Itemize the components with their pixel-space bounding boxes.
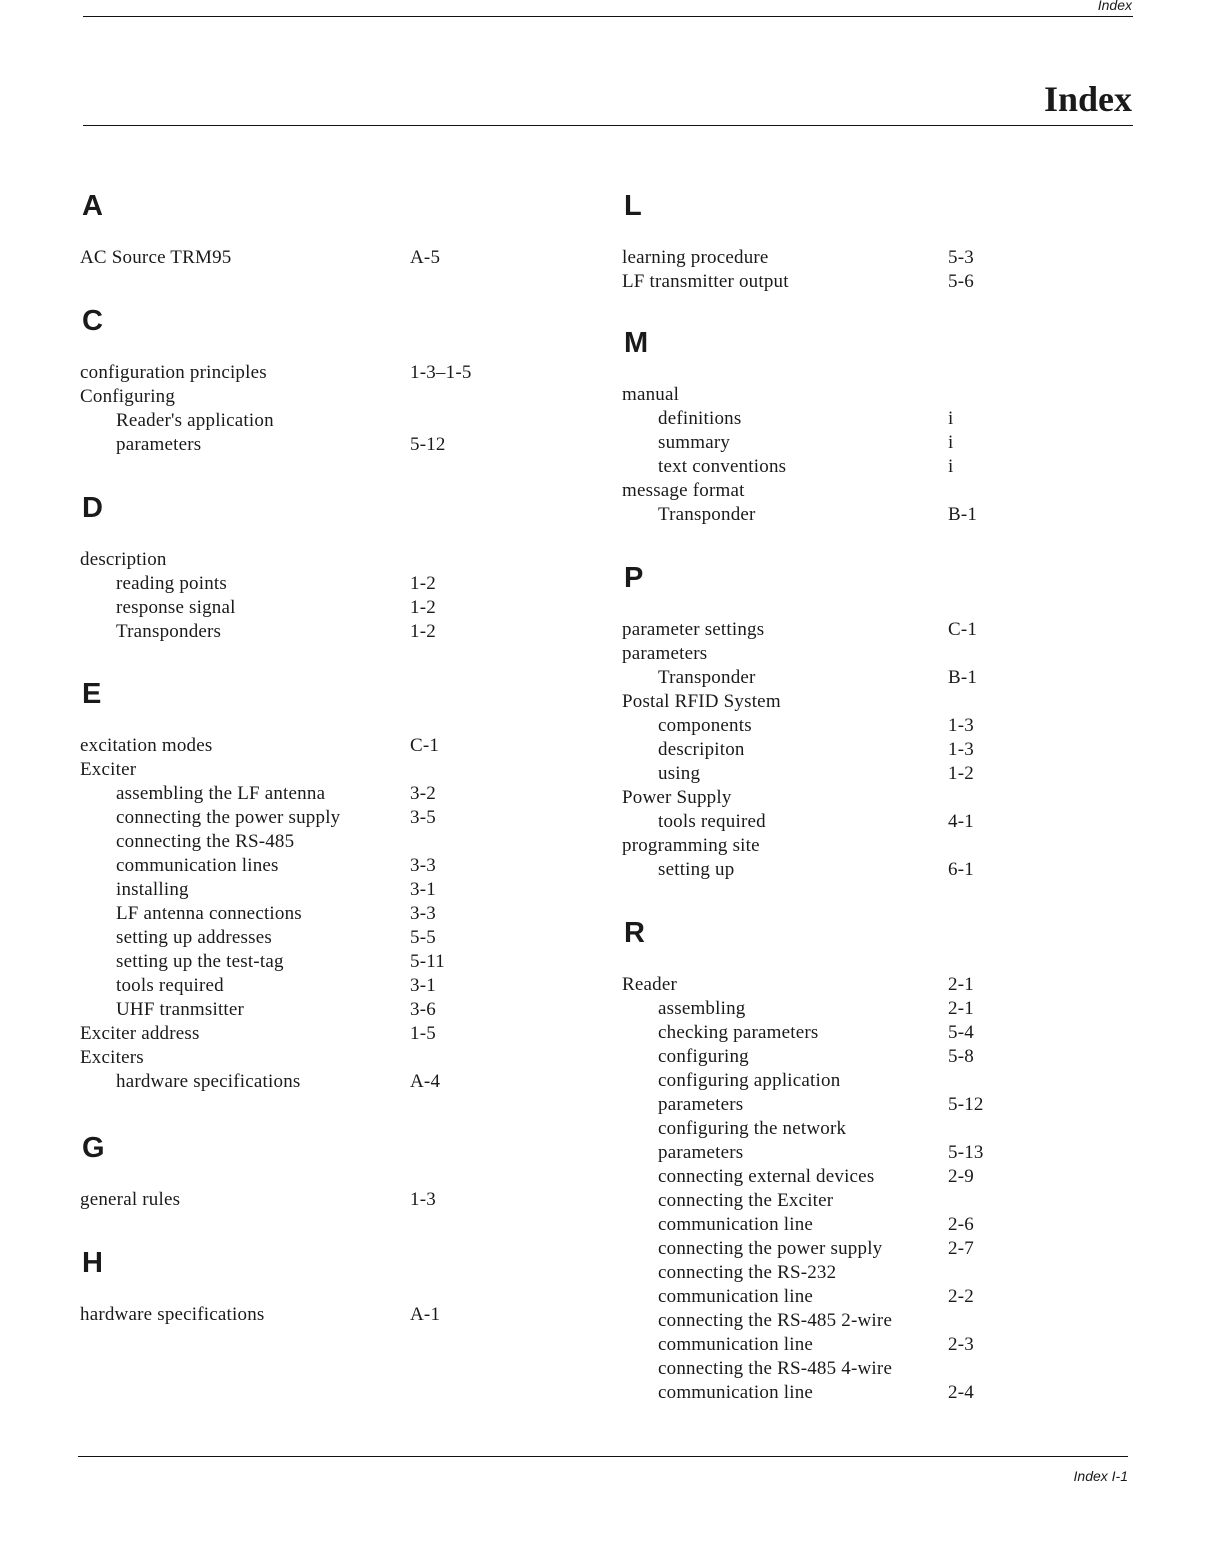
index-entry (622, 1381, 1022, 1405)
index-entry (80, 854, 480, 878)
index-entry (80, 806, 480, 830)
index-page-ref: 1-3 (948, 715, 974, 736)
index-entry (80, 409, 480, 433)
section-letter-l: L (624, 190, 642, 222)
index-page-ref: A-5 (410, 247, 441, 268)
index-page-ref: 1-3–1-5 (410, 362, 472, 383)
index-page-ref: 5-4 (948, 1022, 974, 1043)
index-entry (80, 926, 480, 950)
index-entry (622, 858, 1022, 882)
index-entry (80, 1188, 480, 1212)
index-entry (622, 455, 1022, 479)
index-term: using (658, 763, 701, 784)
index-entry (622, 618, 1022, 642)
index-page-ref: C-1 (410, 735, 440, 756)
index-term: connecting the Exciter (658, 1190, 834, 1211)
index-page-ref: 1-2 (410, 621, 436, 642)
index-page-ref: 5-12 (410, 434, 446, 455)
index-entry (80, 548, 480, 572)
index-entry (80, 1046, 480, 1070)
index-entry (622, 383, 1022, 407)
index-term: Transponder (658, 504, 756, 525)
index-entry (622, 1357, 1022, 1381)
index-term: configuring the network (658, 1118, 847, 1139)
index-term: installing (116, 879, 189, 900)
section-letter-m: M (624, 327, 649, 359)
page-title: Index (1043, 79, 1132, 119)
index-term: hardware specifications (116, 1071, 301, 1092)
index-term: message format (622, 480, 745, 501)
index-entry (622, 642, 1022, 666)
index-entry (80, 620, 480, 644)
index-term: connecting the power supply (116, 807, 341, 828)
index-page-ref: 3-1 (410, 975, 436, 996)
index-page-ref: 3-6 (410, 999, 436, 1020)
index-page-ref: 3-2 (410, 783, 436, 804)
index-term: UHF tranmsitter (116, 999, 245, 1020)
index-term: Power Supply (622, 787, 732, 808)
section-letter-e: E (82, 678, 102, 710)
index-term: Configuring (80, 386, 176, 407)
index-term: Reader's application (116, 410, 274, 431)
index-term: connecting the power supply (658, 1238, 883, 1259)
index-term: assembling (658, 998, 746, 1019)
index-entry (622, 1285, 1022, 1309)
index-term: Exciter (80, 759, 137, 780)
index-page-ref: 1-3 (948, 739, 974, 760)
index-term: excitation modes (80, 735, 213, 756)
index-term: configuring (658, 1046, 749, 1067)
index-entry (80, 572, 480, 596)
index-entry (622, 270, 1022, 294)
index-entry (80, 734, 480, 758)
index-page-ref: i (948, 456, 954, 477)
index-entry (622, 738, 1022, 762)
index-term: connecting external devices (658, 1166, 875, 1187)
index-page-ref: i (948, 432, 954, 453)
index-page-ref: 3-3 (410, 903, 436, 924)
index-entry (622, 1309, 1022, 1333)
index-page-ref: 5-5 (410, 927, 436, 948)
index-page-ref: 2-7 (948, 1238, 974, 1259)
index-page-ref: 1-3 (410, 1189, 436, 1210)
index-entry (80, 830, 480, 854)
footer-page-label: Index I-1 (1073, 1468, 1128, 1484)
section-letter-r: R (624, 917, 645, 949)
index-entry (622, 762, 1022, 786)
section-letter-p: P (624, 562, 644, 594)
index-term: response signal (116, 597, 236, 618)
index-page-ref: 5-6 (948, 271, 974, 292)
index-entry (622, 1045, 1022, 1069)
index-page-ref: B-1 (948, 504, 978, 525)
index-entry (80, 1022, 480, 1046)
index-page-ref: i (948, 408, 954, 429)
index-entry (622, 1165, 1022, 1189)
index-entry (80, 1303, 480, 1327)
index-page-ref: 3-5 (410, 807, 436, 828)
index-entry (622, 1093, 1022, 1117)
index-term: LF transmitter output (622, 271, 789, 292)
index-entry (622, 1213, 1022, 1237)
index-entry (80, 1070, 480, 1094)
index-entry (622, 479, 1022, 503)
index-entry (622, 666, 1022, 690)
index-entry (622, 407, 1022, 431)
index-entry (622, 714, 1022, 738)
index-entry (622, 431, 1022, 455)
index-term: AC Source TRM95 (80, 247, 232, 268)
index-page-ref: 2-6 (948, 1214, 974, 1235)
index-entry (80, 902, 480, 926)
index-term: general rules (80, 1189, 181, 1210)
index-entry (80, 998, 480, 1022)
index-entry (80, 782, 480, 806)
index-page-ref: 2-1 (948, 998, 974, 1019)
index-page-ref: 1-5 (410, 1023, 436, 1044)
index-term: communication line (658, 1214, 814, 1235)
index-term: parameters (658, 1094, 744, 1115)
index-entry (80, 950, 480, 974)
index-page-ref: 2-1 (948, 974, 974, 995)
index-term: configuring application (658, 1070, 841, 1091)
index-page-ref: 2-3 (948, 1334, 974, 1355)
index-term: definitions (658, 408, 742, 429)
index-term: setting up the test-tag (116, 951, 284, 972)
index-page-ref: 5-13 (948, 1142, 984, 1163)
index-entry (622, 1189, 1022, 1213)
index-page-ref: 5-12 (948, 1094, 984, 1115)
index-term: setting up addresses (116, 927, 272, 948)
index-term: components (658, 715, 752, 736)
index-entry (622, 1237, 1022, 1261)
index-term: parameters (622, 643, 708, 664)
index-term: learning procedure (622, 247, 769, 268)
index-term: summary (658, 432, 731, 453)
index-entry (622, 786, 1022, 810)
index-page-ref: 5-11 (410, 951, 445, 972)
index-entry (80, 433, 480, 457)
index-page-ref: 1-2 (948, 763, 974, 784)
index-entry (622, 503, 1022, 527)
index-page-ref: A-4 (410, 1071, 441, 1092)
section-letter-h: H (82, 1247, 103, 1279)
index-term: Transponder (658, 667, 756, 688)
section-letter-c: C (82, 305, 103, 337)
index-entry (622, 1021, 1022, 1045)
index-term: tools required (658, 811, 766, 832)
index-term: configuration principles (80, 362, 267, 383)
index-term: Exciters (80, 1047, 144, 1068)
index-term: communication line (658, 1286, 814, 1307)
index-entry (622, 1333, 1022, 1357)
index-entry (80, 596, 480, 620)
index-page-ref: C-1 (948, 619, 978, 640)
index-term: hardware specifications (80, 1304, 265, 1325)
index-entry (80, 361, 480, 385)
index-term: description (80, 549, 167, 570)
index-term: LF antenna connections (116, 903, 302, 924)
index-term: connecting the RS-485 4-wire (658, 1358, 893, 1379)
index-term: manual (622, 384, 680, 405)
index-term: checking parameters (658, 1022, 819, 1043)
index-page-ref: 5-8 (948, 1046, 974, 1067)
index-page-ref: 5-3 (948, 247, 974, 268)
index-page-ref: 4-1 (948, 811, 974, 832)
index-term: parameters (658, 1142, 744, 1163)
index-entry (622, 1141, 1022, 1165)
index-page-ref: 2-2 (948, 1286, 974, 1307)
index-term: communication lines (116, 855, 279, 876)
index-entry (80, 974, 480, 998)
index-term: parameters (116, 434, 202, 455)
index-page-ref: 3-3 (410, 855, 436, 876)
index-term: Exciter address (80, 1023, 200, 1044)
index-entry (80, 385, 480, 409)
index-page-ref: 3-1 (410, 879, 436, 900)
index-term: connecting the RS-485 2-wire (658, 1310, 893, 1331)
index-entry (80, 758, 480, 782)
running-head: Index (1097, 0, 1132, 13)
header-rule-top (83, 16, 1133, 17)
index-entry (622, 973, 1022, 997)
footer-rule (78, 1456, 1128, 1457)
index-term: Postal RFID System (622, 691, 781, 712)
index-term: reading points (116, 573, 227, 594)
index-entry (622, 1069, 1022, 1093)
index-term: Transponders (116, 621, 222, 642)
index-page-ref: 2-4 (948, 1382, 974, 1403)
index-term: communication line (658, 1382, 814, 1403)
index-term: programming site (622, 835, 760, 856)
section-letter-a: A (82, 190, 103, 222)
index-entry (622, 810, 1022, 834)
index-term: descripiton (658, 739, 745, 760)
index-term: connecting the RS-485 (116, 831, 295, 852)
index-entry (622, 690, 1022, 714)
index-entry (622, 1117, 1022, 1141)
index-page-ref: A-1 (410, 1304, 441, 1325)
index-term: setting up (658, 859, 735, 880)
index-entry (80, 246, 480, 270)
index-entry (622, 246, 1022, 270)
index-page-ref: 1-2 (410, 597, 436, 618)
index-page-ref: 1-2 (410, 573, 436, 594)
index-term: tools required (116, 975, 224, 996)
index-term: assembling the LF antenna (116, 783, 326, 804)
index-term: communication line (658, 1334, 814, 1355)
index-page-ref: 2-9 (948, 1166, 974, 1187)
index-entry (622, 997, 1022, 1021)
index-term: Reader (622, 974, 677, 995)
index-page-ref: B-1 (948, 667, 978, 688)
index-term: connecting the RS-232 (658, 1262, 837, 1283)
index-entry (622, 834, 1022, 858)
section-letter-g: G (82, 1132, 105, 1164)
index-entry (622, 1261, 1022, 1285)
section-letter-d: D (82, 492, 103, 524)
index-term: parameter settings (622, 619, 765, 640)
index-page-ref: 6-1 (948, 859, 974, 880)
header-rule-bottom (83, 125, 1133, 126)
index-term: text conventions (658, 456, 787, 477)
index-entry (80, 878, 480, 902)
